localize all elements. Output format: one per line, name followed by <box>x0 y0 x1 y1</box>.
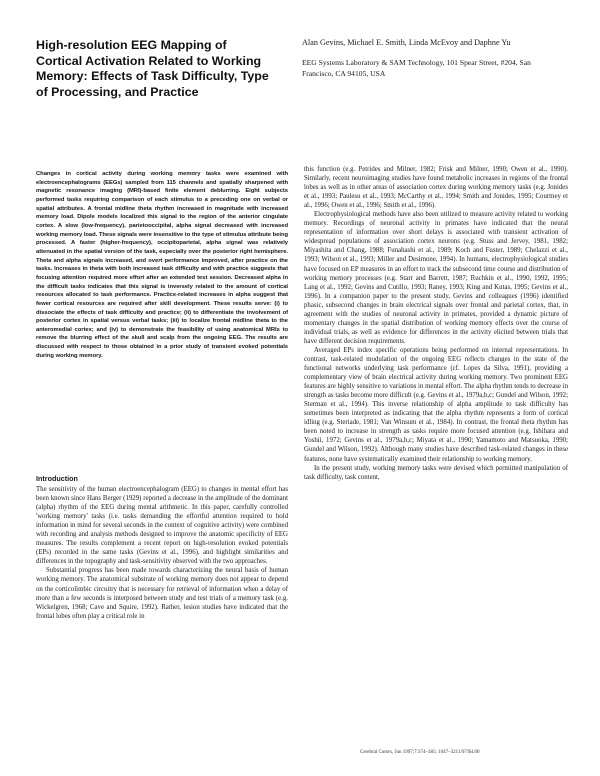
body-paragraph: In the present study, working memory tasks were devised which permitted manipulation of task difficulty, task content, <box>304 464 568 481</box>
abstract: Changes in cortical activity during working memory tasks were examined with electroencephalograms (EEGs) sampled from 115 channels and spatially sharpened with magnetic resonance imaging (MRI)-based finite element deblurring. Eight subjects performed tasks requiring comparison of each stimulus to a preceding one on verbal or spatial attributes. A frontal midline theta rhythm increased in magnitude with increased memory load. Dipole models localized this signal to the region of the anterior cingulate cortex. A slow (low-frequency), parietooccipital, alpha signal decreased with increased working memory load. These signals were insensitive to the type of stimulus attribute being processed. A faster (higher-frequency), occipitoparietal, alpha signal was relatively attenuated in the spatial version of the task, especially over the posterior right hemisphere. Theta and alpha signals increased, and overt performance improved, after practice on the tasks. Increases in theta with both increased task difficulty and with practice suggests that focusing attention required more effort after an extended test session. Decreased alpha in the difficult tasks indicates that this signal is inversely related to the amount of cortical resources allocated to task performance. Practice-related increases in alpha suggest that fewer cortical resources are required after skill development. These results serve: (i) to dissociate the effects of task difficulty and practice; (ii) to differentiate the involvement of posterior cortex in spatial versus verbal tasks; (iii) to localize frontal midline theta to the anteromedial cortex; and (iv) to demonstrate the feasibility of using anatomical MRIs to remove the blurring effect of the skull and scalp from the ongoing EEG. The results are discussed with respect to those obtained in a prior study of transient evoked potentials during working memory. <box>36 171 288 359</box>
left-column-body <box>36 485 288 621</box>
body-paragraph: Substantial progress has been made towards characterizing the neural basis of human working memory. The anatomical substrate of working memory does not appear to depend on the corticolimbic circuitry that is necessary for retrieval of information when a delay of more than a few seconds is interposed between study and test trials of a memory task (e.g. Wickelgren, 1968; Cave and Squire, 1992). Rather, lesion studies have indicated that the frontal lobes often play a critical role in <box>36 567 288 620</box>
paper-title: High-resolution EEG Mapping of Cortical Activation Related to Working Memory: Effects of Task Difficulty, Type of Processing, and Practice <box>36 38 269 99</box>
body-paragraph: Electrophysiological methods have also been utilized to measure activity related to working memory. Recordings of neuronal activity in primates have indicated that the neural representation of information over short delays is associated with transient activation of widespread populations of association cortex neurons (e.g. Stuss and Jervey, 1981, 1982; Miyashita and Chang, 1988; Funahashi et al., 1989; Koch and Fuster, 1989; Chelazzi et al., 1993; Wilson et al., 1993; Miller and Desimone, 1994). In humans, electrophysiological studies have focused on EP measures in an effort to track the subsecond time course and distribution of working memory processes (e.g. Starr and Barrett, 1987; Ruchkin et al., 1990, 1992, 1995; Lang et al., 1992; Gevins and Cutillo, 1993; Raney, 1993; King and Kutas, 1995; Gevins et al., 1996). In a companion paper to the present study, Gevins and colleagues (1996) identified phasic, subsecond changes in brain electrical signals over frontal and parietal cortex, that, in agreement with the studies of neuronal activity in primates, provided a dynamic picture of momentary changes in the spatial distribution of working memory effects over the course of individual trials, as well as evidence for differences in the activity elicited between trials that have different decision requirements. <box>304 211 568 345</box>
section-heading-introduction: Introduction <box>36 474 78 483</box>
body-paragraph: The sensitivity of the human electroencephalogram (EEG) to changes in mental effort has been known since Hans Berger (1929) reported a decrease in the amplitude of the dominant (alpha) rhythm of the EEG during mental arithmetic. In this paper, carefully controlled 'working memory' tasks (i.e. tasks demanding the effortful attention required to hold information in mind for several seconds in the context of cognitive activity) were combined with recording and analysis methods designed to improve the anatomic specificity of EEG measures. The results complement a recent report on high-resolution evoked potentials (EPs) recorded in the same tasks (Gevins et al., 1996), and highlight similarities and differences in the topography and task-sensitivity observed with the two approaches. <box>36 486 288 566</box>
journal-footer: Cerebral Cortex, Jun 1997;7:374–385; 1047–3211/97/$4.00 <box>360 750 480 755</box>
authors: Alan Gevins, Michael E. Smith, Linda McEvoy and Daphne Yu <box>302 38 511 47</box>
right-column-body <box>304 165 568 482</box>
body-paragraph: Averaged EPs index specific operations being performed on internal representations. In contrast, task-related modulation of the ongoing EEG reflects changes in the state of the functional networks underlying task performance (cf. Lopes da Silva, 1991), providing a complementary view of brain electrical activity during working memory. Two prominent EEG features are highly sensitive to variations in mental effort. The alpha rhythm tends to decrease in strength as tasks become more difficult (e.g. Gevins et al., 1979a,b,c; Gundel and Wilson, 1992; Sterman et al., 1994). This inverse relationship of alpha amplitude to task difficulty has sometimes been interpreted as indicating that the alpha rhythm represents a form of cortical idling (e.g. Steriade, 1981; Van Winsum et al., 1984). In contrast, the frontal theta rhythm has been noted to increase in strength as tasks require more focused attention (e.g. Ishihara and Yoshii, 1972; Gevins et al., 1979a,b,c; Miyata et al., 1990; Yamamoto and Matsuoka, 1990; Gundel and Wilson, 1992). Although many studies have described task-related changes in these features, none have systematically examined their relationship to working memory. <box>304 346 568 463</box>
affiliation: EEG Systems Laboratory & SAM Technology, 101 Spear Street, #204, San Francisco, CA 94105, USA <box>302 58 531 78</box>
body-paragraph: this function (e.g. Petrides and Milner, 1982; Frisk and Milner, 1990; Owen et al., 1990). Similarly, recent neuroimaging studies have found metabolic increases in regions of the frontal lobes as well as in other areas of association cortex during working memory tasks (e.g. Jonides et al., 1993; Paulesu et al., 1993; McCarthy et al., 1994; Smith and Jonides, 1995; Courtney et al., 1996; Owen et al., 1996; Smith et al., 1996). <box>304 166 568 210</box>
